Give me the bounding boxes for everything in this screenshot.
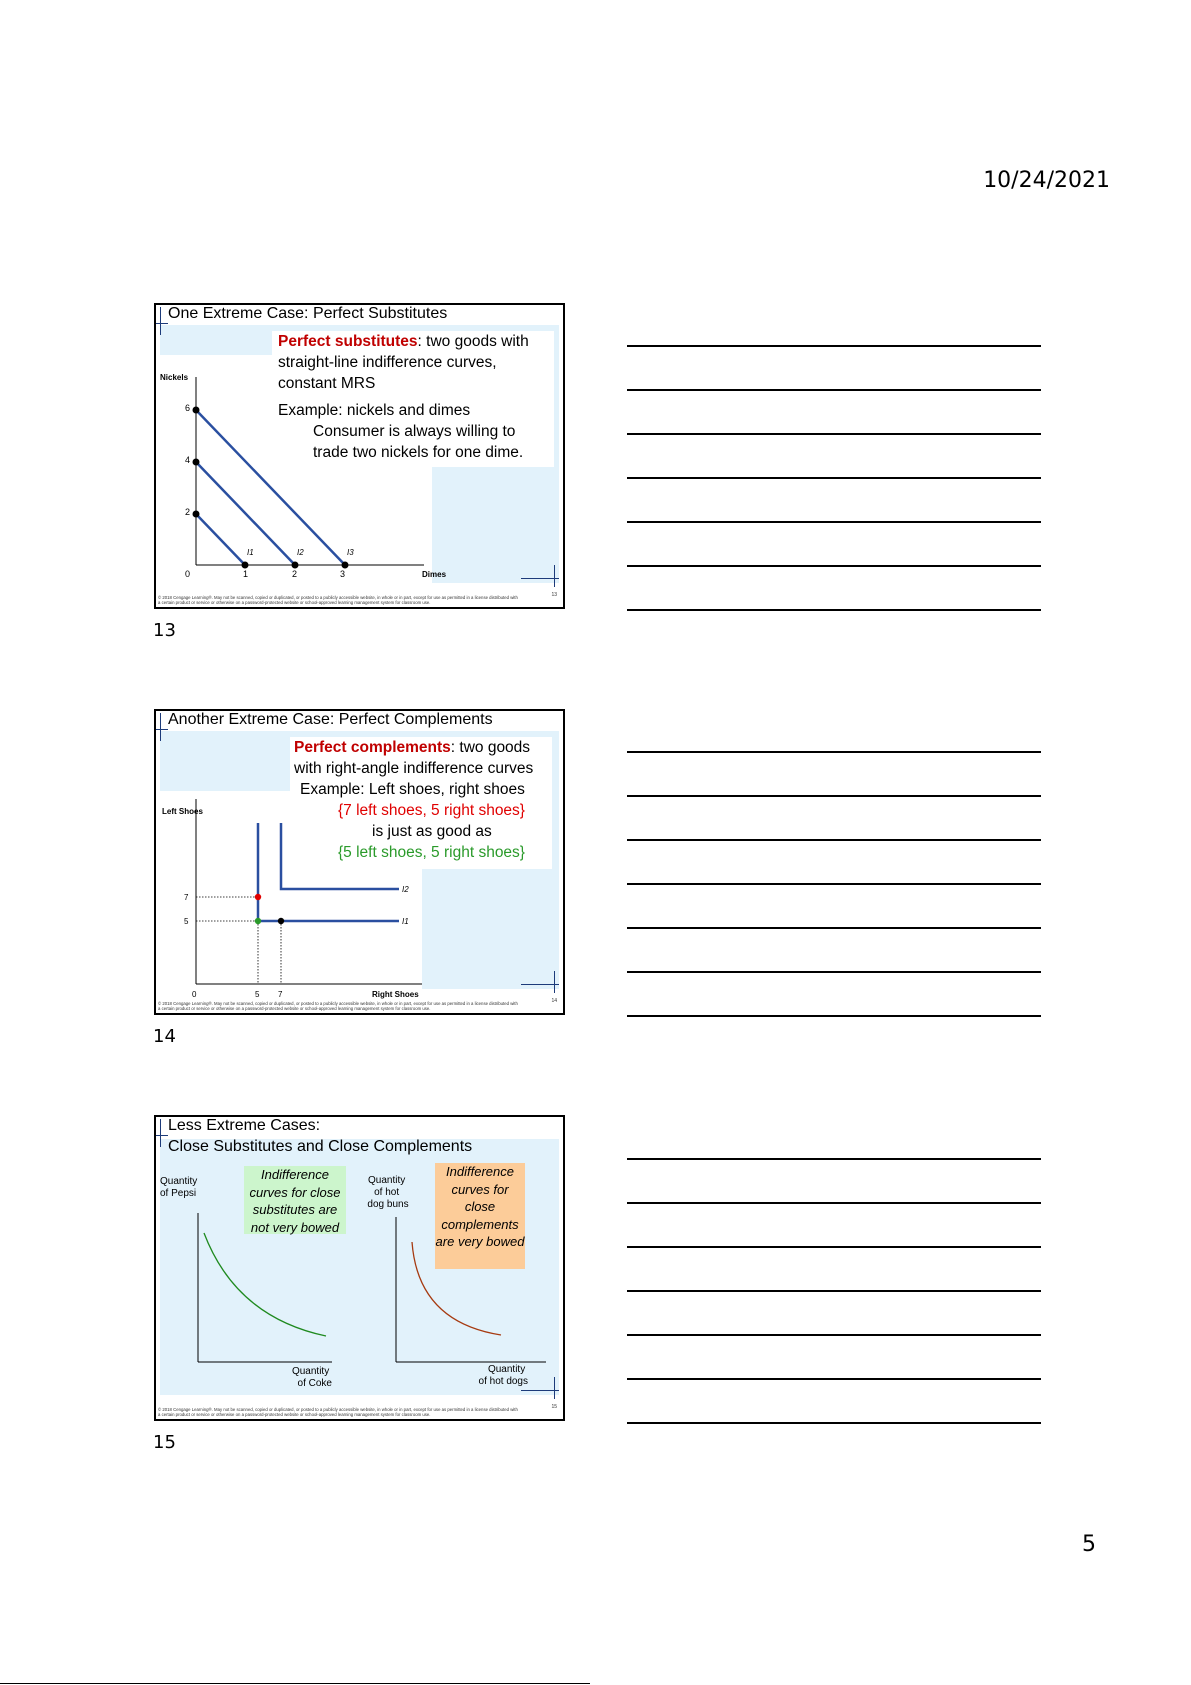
- note-line: [627, 1246, 1041, 1248]
- green-point: [255, 918, 261, 924]
- slide-number: 15: [551, 1404, 557, 1410]
- x-tick-label: 0: [192, 990, 197, 999]
- note-line: [627, 1158, 1041, 1160]
- note-line: [627, 433, 1041, 435]
- example-text: Example: Left shoes, right shoes: [300, 781, 525, 798]
- definition-box: [290, 737, 552, 869]
- x-axis-label-coke: Quantity of Coke: [291, 1366, 332, 1389]
- slide-title-line2: Close Substitutes and Close Complements: [168, 1138, 473, 1155]
- y-axis-label: Nickels: [160, 373, 189, 382]
- slide-label: 14: [153, 1026, 176, 1047]
- page-number: 5: [1082, 1532, 1096, 1557]
- x-tick-label: 7: [278, 990, 283, 999]
- x-tick-label: 5: [255, 990, 260, 999]
- example-text: Example: nickels and dimes: [278, 402, 471, 419]
- point: [278, 918, 284, 924]
- note-line: [627, 795, 1041, 797]
- y-tick-label: 4: [185, 455, 191, 465]
- comparison-text: is just as good as: [372, 823, 492, 840]
- slide-number: 13: [551, 592, 557, 598]
- point: [292, 562, 299, 569]
- note-line: [627, 609, 1041, 611]
- curve-label-i1: I1: [402, 917, 409, 926]
- y-tick-label: 7: [184, 893, 189, 902]
- definition-box: [272, 331, 554, 467]
- note-line: [627, 565, 1041, 567]
- x-tick-label: 3: [340, 569, 346, 579]
- definition-text: : two goods with straight-line indifference curves, constant MRS: [278, 333, 529, 392]
- note-line: [627, 883, 1041, 885]
- x-tick-label: 0: [185, 569, 191, 579]
- slide-15: [154, 1115, 565, 1421]
- note-line: [627, 1422, 1041, 1424]
- x-tick-label: 1: [243, 569, 249, 579]
- note-line: [627, 1290, 1041, 1292]
- definition-term: Perfect complements: [294, 739, 451, 756]
- note-line: [627, 927, 1041, 929]
- note-line: [627, 389, 1041, 391]
- note-line: [627, 521, 1041, 523]
- point: [342, 562, 349, 569]
- corner-mark: [521, 984, 559, 985]
- note-line: [627, 751, 1041, 753]
- slide-14: [154, 709, 565, 1015]
- y-tick-label: 6: [185, 403, 191, 413]
- page-date: 10/24/2021: [983, 168, 1110, 193]
- point: [193, 407, 200, 414]
- corner-mark: [554, 971, 555, 993]
- corner-mark: [554, 565, 555, 587]
- point: [193, 459, 200, 466]
- curve-label-i3: I3: [347, 548, 354, 557]
- y-axis-label-pepsi: Quantity of Pepsi: [160, 1176, 198, 1199]
- slide-label: 13: [153, 620, 176, 641]
- bundle-b-text: {5 left shoes, 5 right shoes}: [338, 844, 525, 861]
- slide-title: Another Extreme Case: Perfect Complements: [168, 711, 493, 728]
- copyright-notice: © 2018 Cengage Learning®. May not be scanned, copied or duplicated, or posted to a publicly accessible website, in whole or in part, except for use as permitted in a license distributed with a certain product or service or otherwise on a password-protected website or school-approved learning management system for classroom use.: [158, 595, 518, 605]
- x-axis-label: Right Shoes: [372, 990, 419, 999]
- corner-mark: [521, 578, 559, 579]
- slide-label: 15: [153, 1432, 176, 1453]
- bundle-a-text: {7 left shoes, 5 right shoes}: [338, 802, 525, 819]
- corner-mark: [521, 1390, 559, 1391]
- bottom-edge-line: [0, 1683, 590, 1684]
- red-point: [255, 894, 261, 900]
- y-axis-label: Left Shoes: [162, 807, 203, 816]
- example-detail: Consumer is always willing to trade two nickels for one dime.: [313, 423, 524, 461]
- corner-mark: [554, 1377, 555, 1399]
- note-line: [627, 1334, 1041, 1336]
- definition-text: : two goods with right-angle indifference curves: [294, 739, 534, 777]
- x-tick-label: 2: [292, 569, 298, 579]
- y-tick-label: 5: [184, 917, 189, 926]
- point: [193, 511, 200, 518]
- note-line: [627, 971, 1041, 973]
- close-substitutes-curve: [204, 1233, 326, 1336]
- copyright-notice: © 2018 Cengage Learning®. May not be scanned, copied or duplicated, or posted to a publicly accessible website, in whole or in part, except for use as permitted in a license distributed with a certain product or service or otherwise on a password-protected website or school-approved learning management system for classroom use.: [158, 1001, 518, 1011]
- copyright-notice: © 2018 Cengage Learning®. May not be scanned, copied or duplicated, or posted to a publicly accessible website, in whole or in part, except for use as permitted in a license distributed with a certain product or service or otherwise on a password-protected website or school-approved learning management system for classroom use.: [158, 1407, 518, 1417]
- slide-number: 14: [551, 998, 557, 1004]
- y-axis-label-buns: Quantity of hot dog buns: [367, 1175, 409, 1210]
- point: [242, 562, 249, 569]
- note-line: [627, 839, 1041, 841]
- substitutes-note: Indifference curves for close substitutes are not very bowed: [244, 1166, 346, 1234]
- note-line: [627, 1378, 1041, 1380]
- complements-note: Indifference curves for close complements are very bowed: [435, 1163, 525, 1269]
- note-line: [627, 345, 1041, 347]
- curve-label-i2: I2: [297, 548, 304, 557]
- note-line: [627, 477, 1041, 479]
- slide-title: One Extreme Case: Perfect Substitutes: [168, 305, 448, 322]
- curve-label-i2: I2: [402, 885, 409, 894]
- note-line: [627, 1015, 1041, 1017]
- x-axis-label: Dimes: [422, 570, 447, 579]
- y-tick-label: 2: [185, 507, 191, 517]
- curve-label-i1: I1: [247, 548, 254, 557]
- note-line: [627, 1202, 1041, 1204]
- definition-term: Perfect substitutes: [278, 333, 418, 350]
- x-axis-label-hotdogs: Quantity of hot dogs: [478, 1364, 528, 1387]
- slide-title-line1: Less Extreme Cases:: [168, 1117, 321, 1134]
- slide-13: [154, 303, 565, 609]
